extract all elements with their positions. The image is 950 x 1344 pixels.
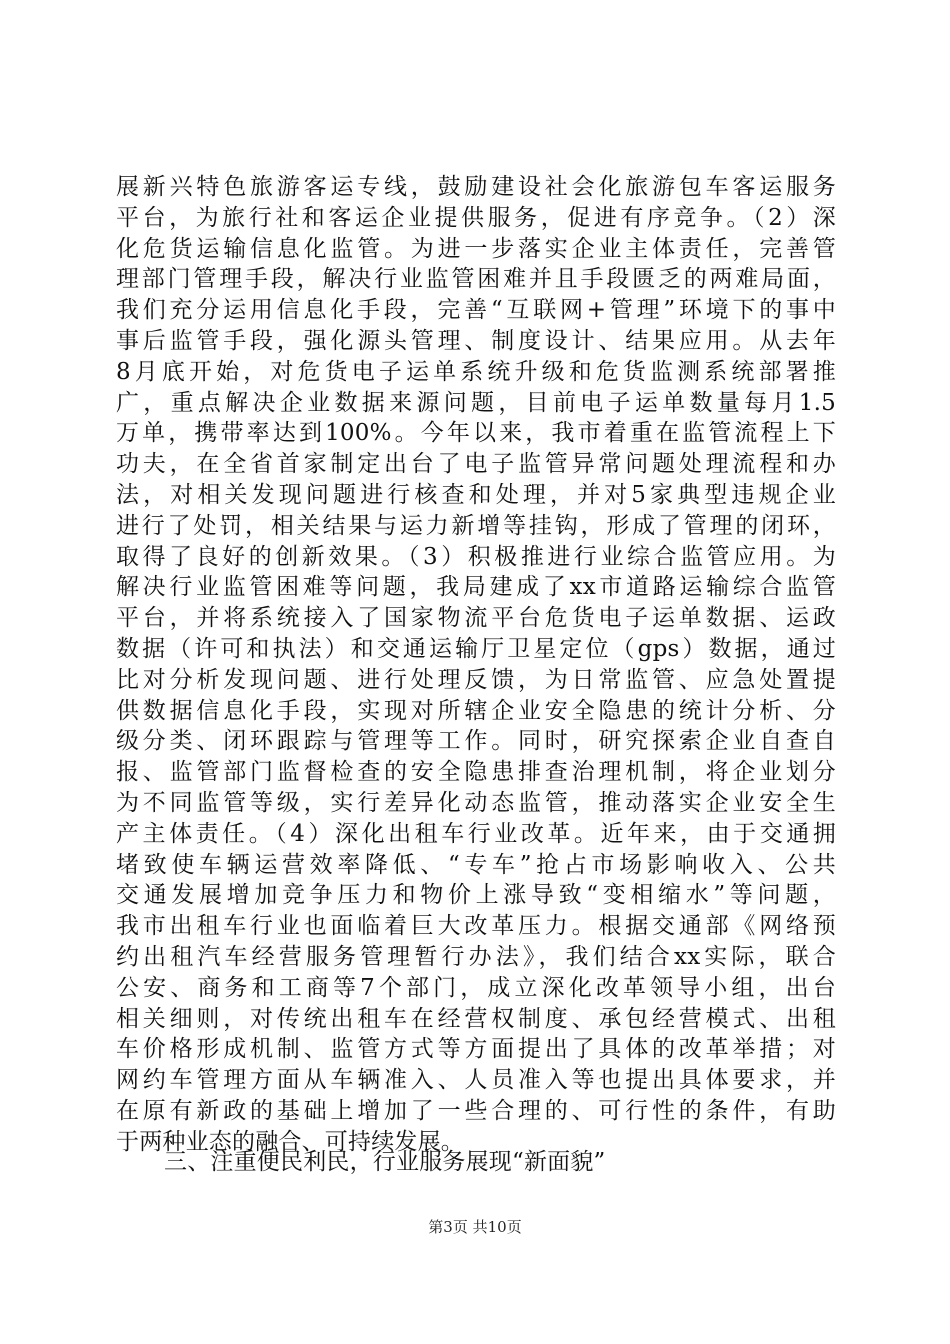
paragraph-line: 解决行业监管困难等问题，我局建成了xx市道路运输综合监管 [116,574,836,601]
paragraph-line: 事后监管手段，强化源头管理、制度设计、结果应用。从去年 [116,327,836,354]
paragraph-line: 堵致使车辆运营效率降低、“专车”抢占市场影响收入、公共 [116,851,836,878]
paragraph-line: 网约车管理方面从车辆准入、人员准入等也提出具体要求，并 [116,1067,836,1094]
paragraph-line: 车价格形成机制、监管方式等方面提出了具体的改革举措；对 [116,1036,836,1063]
paragraph-line: 我们充分运用信息化手段，完善“互联网+管理”环境下的事中 [116,297,836,324]
paragraph-line: 法，对相关发现问题进行核查和处理，并对5家典型违规企业 [116,481,836,508]
paragraph-line: 平台，为旅行社和客运企业提供服务，促进有序竞争。（2）深 [116,204,836,231]
paragraph-line: 报、监管部门监督检查的安全隐患排查治理机制，将企业划分 [116,759,836,786]
paragraph-line: 平台，并将系统接入了国家物流平台危货电子运单数据、运政 [116,605,836,632]
paragraph-line: 比对分析发现问题、进行处理反馈，为日常监管、应急处置提 [116,666,836,693]
paragraph-line: 万单，携带率达到100%。今年以来，我市着重在监管流程上下 [116,420,836,447]
page-footer: 第3页 共10页 [428,1218,522,1236]
paragraph-line: 供数据信息化手段，实现对所辖企业安全隐患的统计分析、分 [116,697,836,724]
paragraph-line: 公安、商务和工商等7个部门，成立深化改革领导小组，出台 [116,974,836,1001]
body-paragraph [116,172,836,1158]
paragraph-line: 功夫，在全省首家制定出台了电子监管异常问题处理流程和办 [116,451,836,478]
paragraph-line: 约出租汽车经营服务管理暂行办法》，我们结合xx实际，联合 [116,943,836,970]
paragraph-line: 展新兴特色旅游客运专线，鼓励建设社会化旅游包车客运服务 [116,174,836,200]
paragraph-line: 取得了良好的创新效果。（3）积极推进行业综合监管应用。为 [116,543,836,570]
paragraph-line: 8月底开始，对危货电子运单系统升级和危货监测系统部署推 [116,358,836,385]
paragraph-line: 为不同监管等级，实行差异化动态监管，推动落实企业安全生 [116,789,836,816]
paragraph-line: 我市出租车行业也面临着巨大改革压力。根据交通部《网络预 [116,913,836,940]
paragraph-line: 产主体责任。（4）深化出租车行业改革。近年来，由于交通拥 [116,820,836,847]
paragraph-line: 理部门管理手段，解决行业监管困难并且手段匮乏的两难局面， [116,266,836,293]
paragraph-line: 相关细则，对传统出租车在经营权制度、承包经营模式、出租 [116,1005,836,1032]
paragraph-line: 广，重点解决企业数据来源问题，目前电子运单数量每月1.5 [116,389,836,416]
paragraph-line: 在原有新政的基础上增加了一些合理的、可行性的条件，有助 [116,1097,836,1124]
paragraph-line: 级分类、闭环跟踪与管理等工作。同时，研究探索企业自查自 [116,728,836,755]
paragraph-line: 于两种业态的融合、可持续发展。 [116,1128,464,1155]
paragraph-line: 进行了处罚，相关结果与运力新增等挂钩，形成了管理的闭环， [116,512,836,539]
paragraph-line: 数据（许可和执法）和交通运输厅卫星定位（gps）数据，通过 [116,635,836,662]
paragraph-line: 化危货运输信息化监管。为进一步落实企业主体责任，完善管 [116,235,836,262]
section-heading: 三、注重便民利民，行业服务展现“新面貌” [164,1149,606,1175]
paragraph-line: 交通发展增加竞争压力和物价上涨导致“变相缩水”等问题， [116,882,836,909]
